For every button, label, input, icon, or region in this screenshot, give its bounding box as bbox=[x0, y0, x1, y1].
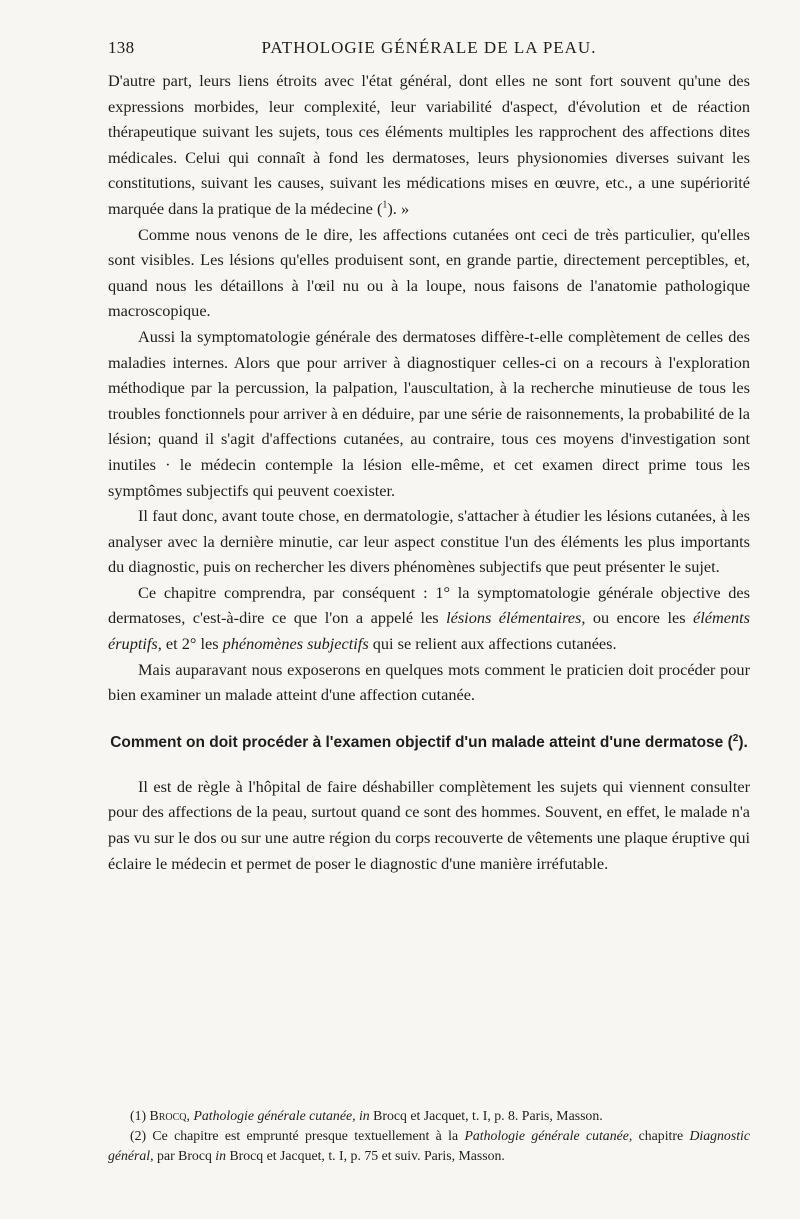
footnote-text: Brocq et Jacquet, t. I, p. 75 et suiv. Paris, Masson. bbox=[226, 1148, 505, 1163]
paragraph-text: , ou encore les bbox=[581, 608, 694, 628]
paragraph-text: qui se relient aux affections cutanées. bbox=[368, 634, 617, 654]
footnote-mark: (2) bbox=[130, 1128, 147, 1143]
paragraph-text-end: ). » bbox=[387, 198, 410, 218]
paragraph-2: Comme nous venons de le dire, les affections cutanées ont ceci de très particulier, qu'elles sont visibles. Les lésions qu'elles produisent sont, en grande partie, directement perceptibles, et, quand nous les détaillons à l'œil nu ou à la loupe, nous faisons de l'anatomie pathologique macroscopique. bbox=[108, 224, 750, 321]
footnote-title: Diagnostic général bbox=[108, 1128, 750, 1163]
running-title: PATHOLOGIE GÉNÉRALE DE LA PEAU. bbox=[261, 38, 597, 57]
paragraph-3: Aussi la symptomatologie générale des dermatoses diffère-t-elle complètement de celles des maladies internes. Alors que pour arriver à diagnostiquer celles-ci on a recours à l'exploration méthodique par la percussion, la palpation, l'auscultation, à la recherche minutieuse de tous les troubles fonctionnels pour arriver à en déduire, par une série de raisonnements, la probabilité de la lésion; quand il s'agit d'affections cutanées, au contraire, tous ces moyens d'investigation sont inutiles · le médecin contemple la lésion elle-même, et cet examen direct prime tous les symptômes subjectifs qui peuvent coexister. bbox=[108, 326, 750, 500]
footnote-1 bbox=[108, 1106, 750, 1126]
paragraph-7: Il est de règle à l'hôpital de faire déshabiller complètement les sujets qui viennent consulter pour des affections de la peau, surtout quand ce sont des hommes. Souvent, en effet, le malade n'a pas vu sur le dos ou sur une autre région du corps recouverte de vêtements une plaque éruptive qui éclaire le médecin et permet de poser le diagnostic d'une manière irréfutable. bbox=[108, 776, 751, 873]
paragraph-text: , et 2° les bbox=[157, 634, 223, 654]
paragraph-1 bbox=[108, 68, 750, 222]
heading-text-end: ). bbox=[738, 733, 748, 751]
footnote-text: Brocq et Jacquet, t. I, p. 8. Paris, Masson. bbox=[369, 1108, 603, 1123]
footnote-text: Ce chapitre est emprunté presque textuellement à la bbox=[146, 1128, 465, 1143]
paragraph-6: Mais auparavant nous exposerons en quelques mots comment le praticien doit procéder pour bien examiner un malade atteint d'une affection cutanée. bbox=[108, 659, 750, 705]
section-heading bbox=[108, 732, 750, 754]
main-text bbox=[108, 68, 750, 876]
footnote-2 bbox=[108, 1126, 750, 1166]
paragraph-text: D'autre part, leurs liens étroits avec l'état général, dont elles ne sont fort souvent qu'une des expressions morbides, leur complexité, leur variabilité d'aspect, d'évolution et de réaction thérapeutique suivant les sujets, tous ces éléments multiples les rapprochent des affections dites médicales. Celui qui connaît à fond les dermatoses, leurs physionomies diverses suivant les constitutions, suivant les causes, suivant les médications mises en œuvre, etc., a une supériorité marquée dans la pratique de la médecine ( bbox=[108, 71, 750, 218]
italic-term: phénomènes subjectifs bbox=[222, 634, 369, 654]
footnote-title: Pathologie générale cutanée bbox=[464, 1128, 629, 1143]
footnote-italic: in bbox=[215, 1148, 227, 1163]
footnote-ref: 2 bbox=[732, 732, 739, 744]
footnote-title: Pathologie générale cutanée, in bbox=[193, 1108, 370, 1123]
footnote-text: , chapitre bbox=[628, 1128, 690, 1143]
footnotes bbox=[108, 1106, 750, 1166]
paragraph-text: Ce chapitre comprendra, par conséquent : 1° la symptomatologie générale objective des dermatoses, c'est-à-dire ce que l'on a appelé les bbox=[108, 582, 750, 628]
footnote-mark: (1) bbox=[130, 1108, 147, 1123]
paragraph-5 bbox=[108, 580, 750, 657]
heading-text: Comment on doit procéder à l'examen objectif d'un malade atteint d'une dermatose ( bbox=[110, 733, 733, 751]
page-number: 138 bbox=[108, 38, 135, 57]
italic-term: lésions élémentaires bbox=[446, 608, 582, 628]
page-header bbox=[108, 38, 750, 62]
footnote-text: , bbox=[186, 1108, 194, 1123]
footnote-text: , par Brocq bbox=[150, 1148, 216, 1163]
paragraph-4: Il faut donc, avant toute chose, en dermatologie, s'attacher à étudier les lésions cutanées, à les analyser avec la dernière minutie, car leur aspect constitue l'un des éléments les plus importants du diagnostic, puis on rechercher les divers phénomènes subjectifs que peut présenter le sujet. bbox=[108, 506, 750, 577]
footnote-author: Brocq bbox=[149, 1108, 187, 1123]
footnote-ref: 1 bbox=[382, 199, 388, 211]
italic-term: éléments éruptifs bbox=[108, 608, 750, 654]
